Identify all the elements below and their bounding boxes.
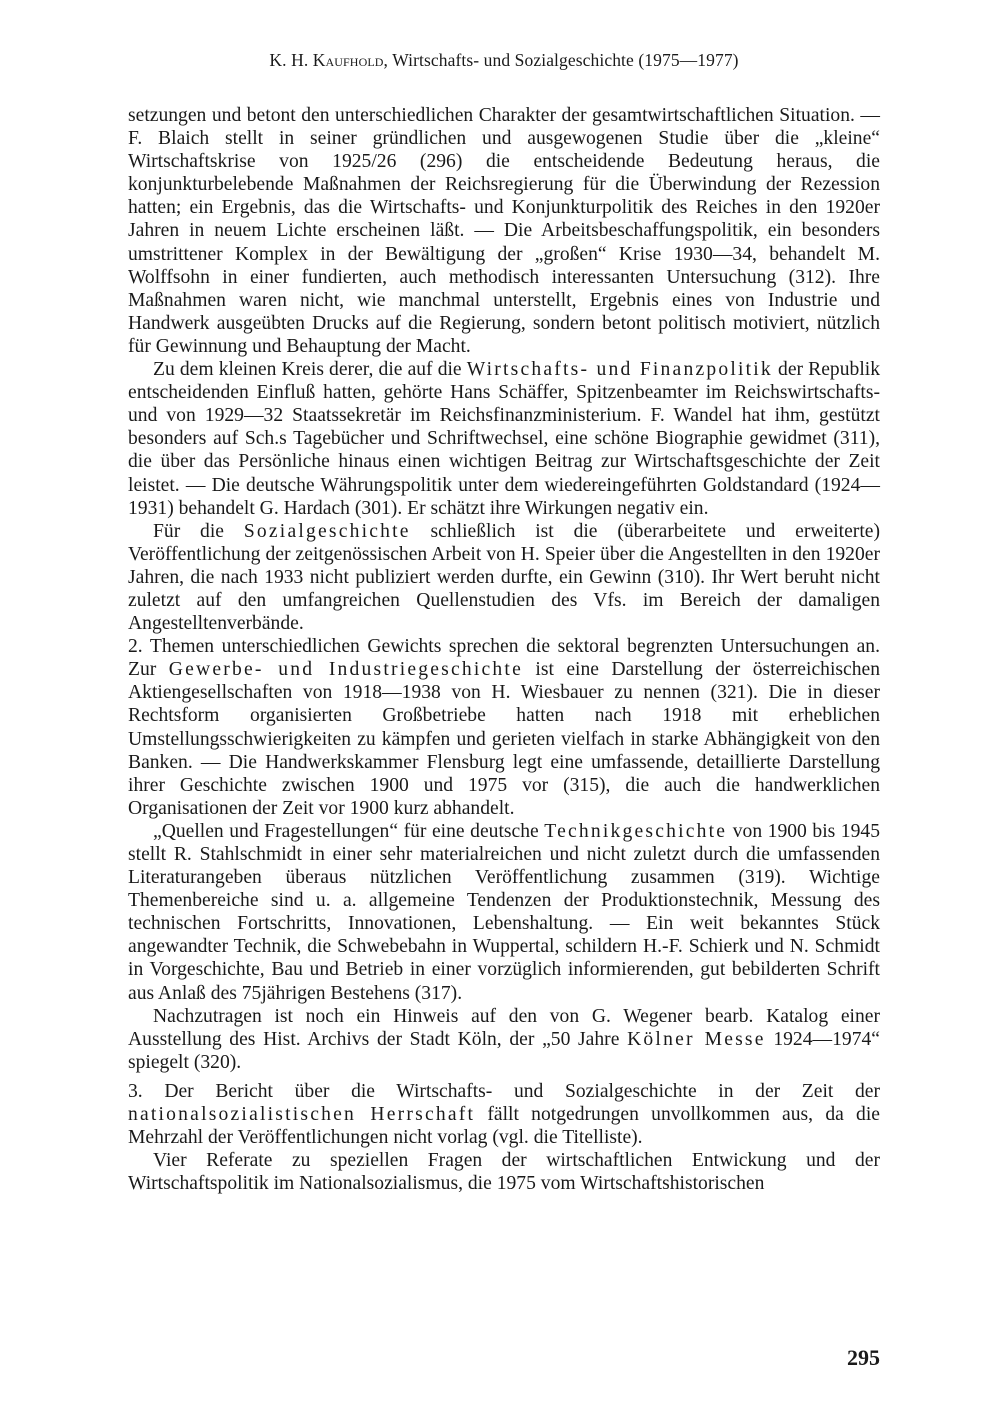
spaced-emphasis: Gewerbe- und Industriegeschichte: [168, 659, 523, 681]
running-header: [128, 48, 880, 72]
header-title: Wirtschafts- und Sozialgeschichte (1975—1977): [392, 50, 739, 70]
text-run: 1924—1974“ spiegelt (320).: [128, 1028, 880, 1073]
text-run: Für die: [153, 520, 244, 542]
text-run: 3. Der Bericht über die Wirtschafts- und Sozialgeschichte in der Zeit der: [128, 1080, 880, 1102]
text-run: schließlich ist die (überarbeitete und erweiterte) Veröffentlichung der zeitgenössischen Arbeit von H. Speier über die Angestellten in den 1920er Jahren, die nach 1933 nicht publiziert werden durfte, ein Gewinn (310). Ihr Wert beruht nicht zuletzt auf den umfangreichen Quellenstudien des Vfs. im Bereich der damaligen Angestelltenverbände.: [128, 520, 880, 635]
spaced-emphasis: Kölner Messe: [627, 1028, 766, 1050]
paragraph: [128, 1080, 880, 1149]
paragraph: [128, 635, 880, 820]
spaced-emphasis: Wirtschafts- und Finanzpolitik: [466, 359, 773, 381]
text-run: von 1900 bis 1945 stellt R. Stahlschmidt in einer sehr materialreichen und nicht zuletzt durch die umfassenden Literaturangeben überaus nützlichen Veröffentlichung zusammen (319). Wichtige Themenbereiche sind u. a. allgemeine Tendenzen der Produktionstechnik, Messung des technischen Fortschritts, Innovationen, Lebenshaltung. — Ein weit bekanntes Stück angewandter Technik, die Schwebebahn in Wuppertal, schildern H.-F. Schierk und N. Schmidt in Vorgeschichte, Bau und Betrieb in einer vorzüglich informierenden, gut bebilderten Schrift aus Anlaß des 75jährigen Bestehens (317).: [128, 820, 880, 1004]
text-run: ist eine Darstellung der österreichischen Aktiengesellschaften von 1918—1938 von H. Wiesbauer zu nennen (321). Die in dieser Rechtsform organisierten Großbetriebe hatten nach 1918 mit erheblichen Umstellungsschwierigkeiten zu kämpfen und gerieten vielfach in starke Abhängigkeit von den Banken. — Die Handwerkskammer Flensburg legt eine umfassende, detaillierte Darstellung ihrer Geschichte zwischen 1900 und 1975 vor (315), die auch die handwerklichen Organisationen der Zeit vor 1900 kurz abhandelt.: [128, 659, 880, 819]
paragraph: [128, 358, 880, 520]
page-number: 295: [847, 1345, 880, 1370]
paragraph: [128, 104, 880, 358]
spaced-emphasis: Sozialgeschichte: [243, 520, 411, 542]
text-run: Zu dem kleinen Kreis derer, die auf die: [153, 359, 467, 381]
text-run: Vier Referate zu speziellen Fragen der wirtschaftlichen Entwickung und der Wirtschaftspolitik im Nationalsozialismus, die 1975 vom Wirtschaftshistorischen: [128, 1150, 880, 1195]
text-run: der Republik entscheidenden Einfluß hatten, gehörte Hans Schäffer, Spitzenbeamter im Reichswirtschafts- und von 1929—32 Staatssekretär im Reichsfinanzministerium. F. Wandel hat ihm, gestützt besonders auf Sch.s Tagebücher und Schriftwechsel, eine schöne Biographie gewidmet (311), die über das Persönliche hinaus einen wichtigen Beitrag zur Wirtschaftsgeschichte der Zeit leistet. — Die deutsche Währungspolitik unter dem wiedereingeführten Goldstandard (1924—1931) behandelt G. Hardach (301). Er schätzt ihre Wirkungen negativ ein.: [128, 359, 881, 519]
text-run: „Quellen und Fragestellungen“ für eine deutsche: [153, 820, 545, 842]
text-run: 2. Themen unterschiedlichen Gewichts sprechen die sektoral begrenzten Untersuchungen an. Zur: [128, 636, 880, 681]
text-run: Nachzutragen ist noch ein Hinweis auf den von G. Wegener bearb. Katalog einer Ausstellung des Hist. Archivs der Stadt Köln, der „50 Jahre: [128, 1005, 880, 1050]
text-run: setzungen und betont den unterschiedlichen Charakter der gesamtwirtschaftlichen Situation. — F. Blaich stellt in seiner gründlichen und ausgewogenen Studie über die „kleine“ Wirtschaftskrise von 1925/26 (296) die entscheidende Bedeutung heraus, die konjunkturbelebende Maßnahmen der Reichsregierung für die Überwindung der Rezession hatten; ein Ergebnis, das die Wirtschafts- und Konjunkturpolitik des Reiches in den 1920er Jahren in neuem Lichte erscheinen läßt. — Die Arbeitsbeschaffungspolitik, ein besonders umstrittener Komplex in der Bewältigung der „großen“ Krise 1930—34, behandelt M. Wolffsohn in einer fundierten, auch methodisch interessanten Untersuchung (312). Ihre Maßnahmen waren nicht, wie manchmal unterstellt, Ergebnis eines von Industrie und Handwerk ausgeübten Drucks auf die Regierung, sondern betont politisch motiviert, nützlich für Gewinnung und Behauptung der Macht.: [128, 105, 880, 357]
paragraph: [128, 1005, 880, 1074]
paragraph: [128, 520, 880, 635]
body-text: [128, 104, 880, 1195]
paragraph: [128, 820, 880, 1005]
header-author: K. H. Kaufhold,: [269, 50, 389, 70]
text-run: fällt notgedrungen unvollkommen aus, da die Mehrzahl der Veröffentlichungen nicht vorlag (vgl. die Titelliste).: [128, 1104, 880, 1149]
spaced-emphasis: Technikgeschichte: [544, 820, 728, 842]
spaced-emphasis: nationalsozialistischen Herrschaft: [128, 1104, 476, 1126]
paragraph: [128, 1149, 880, 1195]
